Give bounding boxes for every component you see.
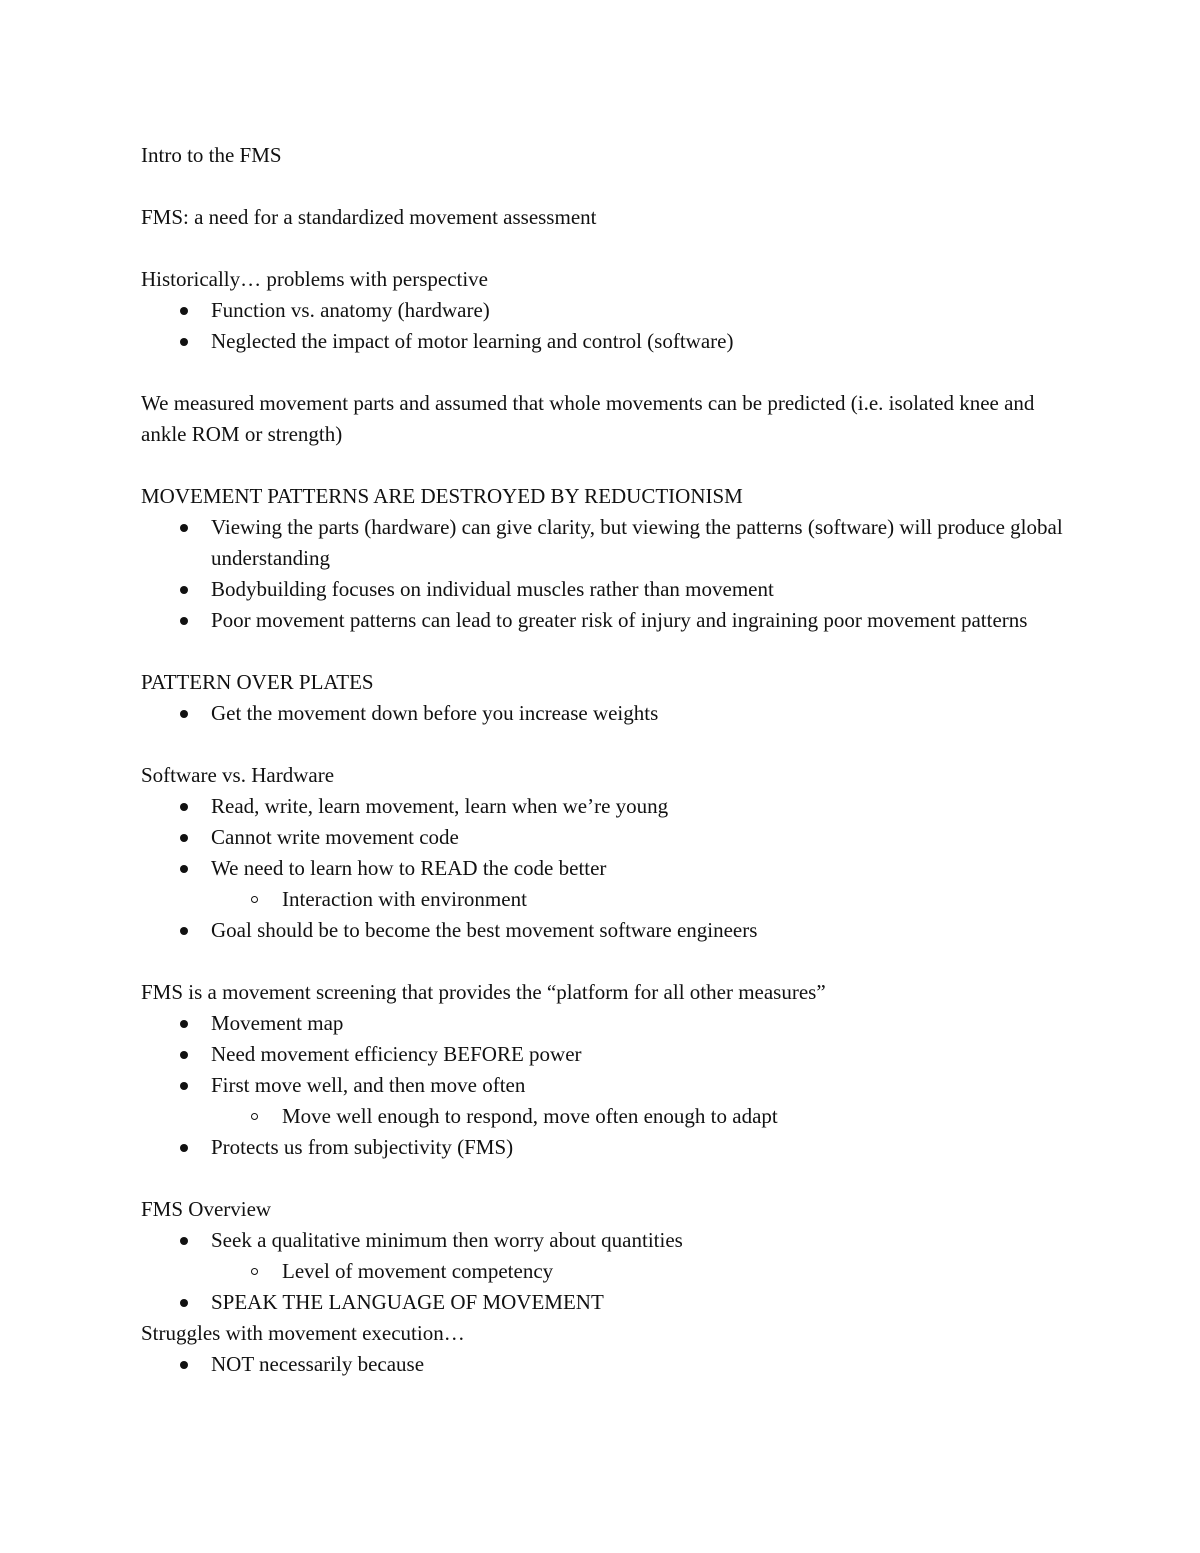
- list-item-text: Seek a qualitative minimum then worry about quantities: [211, 1228, 683, 1252]
- list-item: [141, 295, 1071, 326]
- list-item: [141, 822, 1071, 853]
- bullet-icon: [180, 524, 188, 532]
- list-item-text: First move well, and then move often: [211, 1073, 526, 1097]
- list-item: [141, 1070, 1071, 1101]
- section-heading: FMS Overview: [141, 1197, 272, 1221]
- bullet-icon: [180, 710, 188, 718]
- list-item: [141, 915, 1071, 946]
- spacer: [141, 946, 1071, 977]
- list-item: [141, 1287, 1071, 1318]
- bullet-icon: [180, 865, 188, 873]
- list-item: [141, 512, 1071, 574]
- bullet-list: [141, 1008, 1071, 1163]
- bullet-icon: [180, 1082, 188, 1090]
- list-item-text: Read, write, learn movement, learn when we’re young: [211, 794, 669, 818]
- document-page: [141, 140, 1071, 1380]
- list-item: [141, 1008, 1071, 1039]
- bullet-icon: [180, 1237, 188, 1245]
- list-item: [141, 1349, 1071, 1380]
- section-heading: PATTERN OVER PLATES: [141, 670, 374, 694]
- list-item-text: Bodybuilding focuses on individual muscles rather than movement: [211, 577, 774, 601]
- sub-list-item: [141, 1256, 1071, 1287]
- list-item: [141, 1039, 1071, 1070]
- hollow-bullet-icon: [251, 1113, 258, 1120]
- document-title: Intro to the FMS: [141, 143, 282, 167]
- hollow-bullet-icon: [251, 896, 258, 903]
- list-item-text: Need movement efficiency BEFORE power: [211, 1042, 582, 1066]
- bullet-icon: [180, 1051, 188, 1059]
- bullet-icon: [180, 927, 188, 935]
- list-item: [141, 698, 1071, 729]
- list-item-text: Protects us from subjectivity (FMS): [211, 1135, 514, 1159]
- list-item: [141, 1132, 1071, 1163]
- sub-list-item-text: Level of movement competency: [282, 1259, 554, 1283]
- hollow-bullet-icon: [251, 1268, 258, 1275]
- bullet-list: [141, 698, 1071, 729]
- bullet-icon: [180, 834, 188, 842]
- list-item-text: SPEAK THE LANGUAGE OF MOVEMENT: [211, 1290, 604, 1314]
- bullet-list: [141, 1225, 1071, 1318]
- list-item: [141, 853, 1071, 884]
- bullet-list: [141, 295, 1071, 357]
- section-heading: Software vs. Hardware: [141, 763, 335, 787]
- spacer: [141, 1163, 1071, 1194]
- section-heading: FMS is a movement screening that provides the “platform for all other measures”: [141, 980, 826, 1004]
- section-heading: Struggles with movement execution…: [141, 1321, 465, 1345]
- list-item-text: We need to learn how to READ the code better: [211, 856, 607, 880]
- spacer: [141, 357, 1071, 388]
- list-item-text: Neglected the impact of motor learning and control (software): [211, 329, 734, 353]
- list-item-text: Poor movement patterns can lead to greater risk of injury and ingraining poor movement patterns: [211, 608, 1028, 632]
- spacer: [141, 233, 1071, 264]
- section-heading: Historically… problems with perspective: [141, 267, 489, 291]
- sub-list-item: [141, 1101, 1071, 1132]
- bullet-icon: [180, 586, 188, 594]
- bullet-icon: [180, 803, 188, 811]
- sub-list-item-text: Interaction with environment: [282, 887, 527, 911]
- list-item-text: Viewing the parts (hardware) can give clarity, but viewing the patterns (software) will produce global understanding: [211, 515, 1063, 570]
- spacer: [141, 729, 1071, 760]
- list-item: [141, 574, 1071, 605]
- section-heading: FMS: a need for a standardized movement assessment: [141, 205, 597, 229]
- spacer: [141, 450, 1071, 481]
- list-item-text: Movement map: [211, 1011, 344, 1035]
- list-item: [141, 605, 1071, 636]
- bullet-icon: [180, 1361, 188, 1369]
- list-item-text: Goal should be to become the best movement software engineers: [211, 918, 758, 942]
- bullet-list: [141, 512, 1071, 636]
- section-paragraph: We measured movement parts and assumed that whole movements can be predicted (i.e. isolated knee and ankle ROM or strength): [141, 391, 1035, 446]
- list-item-text: Cannot write movement code: [211, 825, 459, 849]
- bullet-icon: [180, 338, 188, 346]
- list-item: [141, 326, 1071, 357]
- bullet-icon: [180, 1144, 188, 1152]
- bullet-icon: [180, 1020, 188, 1028]
- bullet-icon: [180, 617, 188, 625]
- list-item-text: Function vs. anatomy (hardware): [211, 298, 490, 322]
- section-heading: MOVEMENT PATTERNS ARE DESTROYED BY REDUCTIONISM: [141, 484, 743, 508]
- list-item-text: NOT necessarily because: [211, 1352, 425, 1376]
- bullet-list: [141, 1349, 1071, 1380]
- spacer: [141, 636, 1071, 667]
- bullet-icon: [180, 1299, 188, 1307]
- bullet-icon: [180, 307, 188, 315]
- spacer: [141, 171, 1071, 202]
- list-item: [141, 1225, 1071, 1256]
- bullet-list: [141, 791, 1071, 946]
- list-item-text: Get the movement down before you increase weights: [211, 701, 659, 725]
- sub-list-item: [141, 884, 1071, 915]
- sub-list-item-text: Move well enough to respond, move often enough to adapt: [282, 1104, 778, 1128]
- list-item: [141, 791, 1071, 822]
